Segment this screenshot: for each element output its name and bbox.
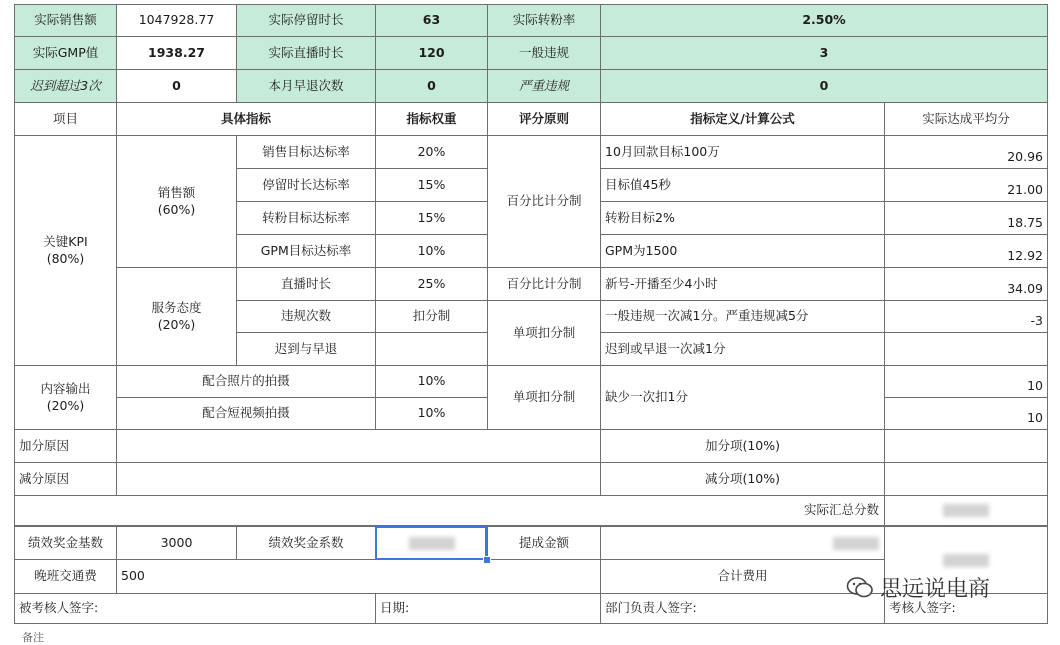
bonus-reason-input[interactable] — [117, 430, 601, 463]
header-definition: 指标定义/计算公式 — [601, 103, 885, 136]
date-field[interactable]: 日期: — [376, 594, 601, 624]
indicator-weight: 10% — [376, 366, 488, 398]
minus-item-label: 减分项(10%) — [601, 463, 885, 496]
indicator-name: 转粉目标达标率 — [237, 202, 376, 235]
live-duration-label: 实际直播时长 — [237, 37, 376, 70]
transport-label: 晚班交通费 — [14, 560, 117, 594]
indicator-score[interactable]: 10 — [885, 398, 1048, 430]
assessed-signature[interactable]: 被考核人签字: — [14, 594, 376, 624]
indicator-score[interactable]: -3 — [885, 301, 1048, 333]
commission-label: 提成金额 — [488, 526, 601, 560]
indicator-weight: 25% — [376, 268, 488, 301]
indicator-definition: 一般违规一次减1分。严重违规减5分 — [601, 301, 885, 333]
redacted-value — [833, 537, 879, 550]
indicator-name: 配合短视频拍摄 — [117, 398, 376, 430]
group-kpi: 关键KPI (80%) — [14, 136, 117, 366]
indicator-weight: 扣分制 — [376, 301, 488, 333]
bonus-item-label: 加分项(10%) — [601, 430, 885, 463]
minus-item-score[interactable] — [885, 463, 1048, 496]
indicator-score[interactable]: 12.92 — [885, 235, 1048, 268]
header-indicator: 具体指标 — [117, 103, 376, 136]
early-leave-value[interactable]: 0 — [376, 70, 488, 103]
indicator-name: 停留时长达标率 — [237, 169, 376, 202]
indicator-definition: 转粉目标2% — [601, 202, 885, 235]
watermark — [846, 572, 990, 603]
indicator-principle: 百分比计分制 — [488, 268, 601, 301]
indicator-definition: 迟到或早退一次减1分 — [601, 333, 885, 366]
content-definition: 缺少一次扣1分 — [601, 366, 885, 430]
indicator-weight: 15% — [376, 202, 488, 235]
indicator-score[interactable]: 20.96 — [885, 136, 1048, 169]
redacted-value — [943, 554, 989, 567]
group-sales: 销售额 (60%) — [117, 136, 237, 268]
indicator-weight: 10% — [376, 398, 488, 430]
principle-service-deduct: 单项扣分制 — [488, 301, 601, 366]
principle-sales: 百分比计分制 — [488, 136, 601, 268]
total-cost-label: 合计费用 — [601, 560, 885, 594]
indicator-score[interactable]: 21.00 — [885, 169, 1048, 202]
indicator-weight: 10% — [376, 235, 488, 268]
general-violation-value[interactable]: 3 — [601, 37, 1048, 70]
indicator-name: 销售目标达标率 — [237, 136, 376, 169]
gmp-label: 实际GMP值 — [14, 37, 117, 70]
indicator-name: GPM目标达标率 — [237, 235, 376, 268]
indicator-score[interactable]: 18.75 — [885, 202, 1048, 235]
early-leave-label: 本月早退次数 — [237, 70, 376, 103]
redacted-value — [943, 504, 989, 517]
serious-violation-value[interactable]: 0 — [601, 70, 1048, 103]
late-label: 迟到超过3次 — [14, 70, 117, 103]
commission-value[interactable] — [601, 526, 885, 560]
stay-duration-label: 实际停留时长 — [237, 4, 376, 37]
total-score-value[interactable] — [885, 496, 1048, 526]
bonus-coef-label: 绩效奖金系数 — [237, 526, 376, 560]
header-score: 实际达成平均分 — [885, 103, 1048, 136]
indicator-name: 违规次数 — [237, 301, 376, 333]
wechat-icon — [846, 576, 874, 600]
sales-actual-value[interactable]: 1047928.77 — [117, 4, 237, 37]
live-duration-value[interactable]: 120 — [376, 37, 488, 70]
principle-content: 单项扣分制 — [488, 366, 601, 430]
minus-reason-label: 减分原因 — [14, 463, 117, 496]
indicator-name: 直播时长 — [237, 268, 376, 301]
bonus-item-score[interactable] — [885, 430, 1048, 463]
indicator-definition: GPM为1500 — [601, 235, 885, 268]
indicator-definition: 目标值45秒 — [601, 169, 885, 202]
indicator-score[interactable]: 34.09 — [885, 268, 1048, 301]
gmp-value[interactable]: 1938.27 — [117, 37, 237, 70]
indicator-name: 迟到与早退 — [237, 333, 376, 366]
indicator-weight — [376, 333, 488, 366]
indicator-definition: 新号-开播至少4小时 — [601, 268, 885, 301]
header-principle: 评分原则 — [488, 103, 601, 136]
bonus-reason-label: 加分原因 — [14, 430, 117, 463]
watermark-text: 思远说电商 — [880, 577, 991, 602]
indicator-name: 配合照片的拍摄 — [117, 366, 376, 398]
dept-head-signature[interactable]: 部门负责人签字: — [601, 594, 885, 624]
transport-value[interactable]: 500 — [117, 560, 601, 594]
total-score-label: 实际汇总分数 — [14, 496, 885, 526]
indicator-definition: 10月回款目标100万 — [601, 136, 885, 169]
indicator-weight: 20% — [376, 136, 488, 169]
stay-duration-value[interactable]: 63 — [376, 4, 488, 37]
header-weight: 指标权重 — [376, 103, 488, 136]
remarks-fragment: 备注 — [22, 631, 44, 644]
bonus-base-label: 绩效奖金基数 — [14, 526, 117, 560]
group-content: 内容输出 (20%) — [14, 366, 117, 430]
indicator-score[interactable] — [885, 333, 1048, 366]
late-value[interactable]: 0 — [117, 70, 237, 103]
indicator-score[interactable]: 10 — [885, 366, 1048, 398]
header-item: 项目 — [14, 103, 117, 136]
indicator-weight: 15% — [376, 169, 488, 202]
cell-selection — [375, 526, 487, 560]
group-service: 服务态度 (20%) — [117, 268, 237, 366]
fill-handle[interactable] — [483, 556, 491, 564]
serious-violation-label: 严重违规 — [488, 70, 601, 103]
bonus-base-value[interactable]: 3000 — [117, 526, 237, 560]
assessor-signature[interactable]: 考核人签字: — [885, 594, 1048, 624]
general-violation-label: 一般违规 — [488, 37, 601, 70]
fan-rate-value[interactable]: 2.50% — [601, 4, 1048, 37]
fan-rate-label: 实际转粉率 — [488, 4, 601, 37]
sales-actual-label: 实际销售额 — [14, 4, 117, 37]
minus-reason-input[interactable] — [117, 463, 601, 496]
